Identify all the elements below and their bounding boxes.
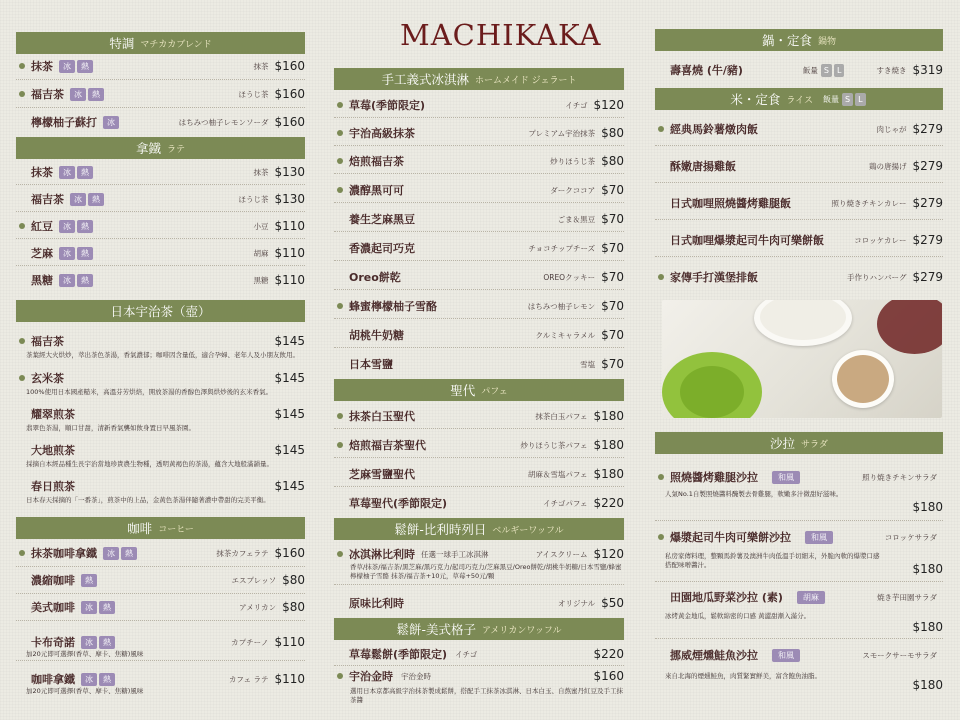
menu-item[interactable]: 原味比利時 オリジナル $50 [349,596,624,610]
menu-item[interactable]: 經典馬鈴薯燉肉飯 肉じゃが $279 [655,120,943,138]
menu-item[interactable]: 蜂蜜檸檬柚子雪酪 はちみつ柚子レモン $70 [334,297,624,315]
menu-item[interactable]: 抹茶咖啡拿鐵 冰 熱 抹茶カフェラテ $160 [16,544,305,562]
section-header-hotpot: 鍋・定食 鍋物 [655,29,943,51]
menu-item[interactable]: 胡桃牛奶糖 クルミキャラメル $70 [349,328,624,342]
menu-item[interactable]: 抹茶 冰 熱 抹茶 $130 [31,165,305,179]
section-header-salad: 沙拉 サラダ [655,432,943,454]
menu-item[interactable]: 焙煎福吉茶 炒りほうじ茶 $80 [334,152,624,170]
menu-item[interactable]: 福吉茶 冰 熱 ほうじ茶 $130 [31,192,305,206]
menu-item[interactable]: 福吉茶 冰 熱 ほうじ茶 $160 [16,85,305,103]
section-header-american-waffle: 鬆餅-美式格子 アメリカンワッフル [334,618,624,640]
rice-bowls-photo [662,300,942,418]
menu-item[interactable]: 田園地瓜野菜沙拉 (素) 胡麻 焼き芋田園サラダ [670,591,937,604]
menu-item[interactable]: 爆漿起司牛肉可樂餅沙拉 和風 コロッケサラダ [655,528,943,546]
menu-item[interactable]: 黑糖 冰 熱 黒糖 $110 [31,273,305,287]
menu-item[interactable]: Oreo餅乾 OREOクッキー $70 [349,270,624,284]
menu-item[interactable]: 紅豆 冰 熱 小豆 $110 [16,217,305,235]
section-header-latte: 拿鐵 ラテ [16,137,305,159]
menu-item[interactable]: 濃縮咖啡 熱 エスプレッソ $80 [31,573,305,587]
menu-item[interactable]: 壽喜燒 (牛/豬) 飯量 S L すき焼き $319 [670,63,943,77]
menu-item[interactable]: 芝麻雪鹽聖代 胡麻＆雪塩パフェ $180 [349,467,624,481]
menu-item[interactable]: 香濃起司巧克 チョコチップチーズ $70 [349,241,624,255]
section-header-gelato: 手工義式冰淇淋 ホームメイド ジェラート [334,68,624,90]
menu-item[interactable]: 玄米茶 $145 [16,369,305,387]
menu-item[interactable]: 宇治高級抹茶 プレミアム宇治抹茶 $80 [334,124,624,142]
menu-item[interactable]: 冰淇淋比利時 任選一球手工冰淇淋 アイスクリーム $120 [334,545,624,563]
menu-item[interactable]: 芝麻 冰 熱 胡麻 $110 [31,246,305,260]
section-header-parfait: 聖代 パフェ [334,379,624,401]
menu-item[interactable]: 家傳手打漢堡排飯 手作りハンバーグ $279 [655,268,943,286]
menu-item[interactable]: 咖啡拿鐵 冰 熱 カフェ ラテ $110 [31,672,305,686]
menu-item[interactable]: 草莓鬆餅(季節限定) イチゴ $220 [349,647,624,661]
menu-item[interactable]: 濃醇黑可可 ダークココア $70 [334,181,624,199]
section-header-coffee: 咖啡 コーヒー [16,517,305,539]
section-header-special: 特調 マチカカブレンド [16,32,305,54]
menu-item[interactable]: 挪威煙燻鮭魚沙拉 和風 スモークサーモサラダ [670,649,937,662]
menu-item[interactable]: 草莓聖代(季節限定) イチゴパフェ $220 [349,496,624,510]
menu-item[interactable]: 春日煎茶 $145 [31,479,305,493]
red-rice [877,300,942,354]
menu-item[interactable]: 福吉茶 $145 [16,332,305,350]
menu-item[interactable]: 大地煎茶 $145 [31,443,305,457]
brand-logo: MACHIKAKA [400,18,602,52]
menu-item[interactable]: 焙煎福吉茶聖代 炒りほうじ茶パフェ $180 [334,436,624,454]
menu-item[interactable]: 美式咖啡 冰 熱 アメリカン $80 [31,600,305,614]
brown-grain [837,355,889,403]
menu-item[interactable]: 照燒醬烤雞腿沙拉 和風 照り焼きチキンサラダ [655,468,943,486]
section-header-belgian-waffle: 鬆餅-比利時列日 ベルギーワッフル [334,518,624,540]
menu-item[interactable]: 日式咖哩照燒醬烤雞腿飯 照り焼きチキンカレー $279 [670,196,943,210]
menu-item[interactable]: 宇治金時 宇治金時 $160 [334,667,624,685]
green-sieve-inner [680,366,744,418]
section-header-uji-tea: 日本宇治茶（壺） [16,300,305,322]
menu-item[interactable]: 卡布奇諾 冰 熱 カプチーノ $110 [31,635,305,649]
menu-item[interactable]: 檸檬柚子蘇打 冰 はちみつ柚子レモンソーダ $160 [31,115,305,129]
menu-item[interactable]: 抹茶 冰 熱 抹茶 $160 [16,57,305,75]
menu-item[interactable]: 抹茶白玉聖代 抹茶白玉パフェ $180 [334,407,624,425]
menu-item[interactable]: 日本雪鹽 雪塩 $70 [349,357,624,371]
menu-item[interactable]: 耀翠煎茶 $145 [31,407,305,421]
menu-item[interactable]: 草莓(季節限定) イチゴ $120 [334,96,624,114]
section-header-rice: 米・定食 ライス 飯量 S L [655,88,943,110]
menu-item[interactable]: 養生芝麻黑豆 ごま＆黒豆 $70 [349,212,624,226]
menu-item[interactable]: 酥嫩唐揚雞飯 鶏の唐揚げ $279 [670,159,943,173]
menu-item[interactable]: 日式咖哩爆漿起司牛肉可樂餅飯 コロッケカレー $279 [670,233,943,247]
